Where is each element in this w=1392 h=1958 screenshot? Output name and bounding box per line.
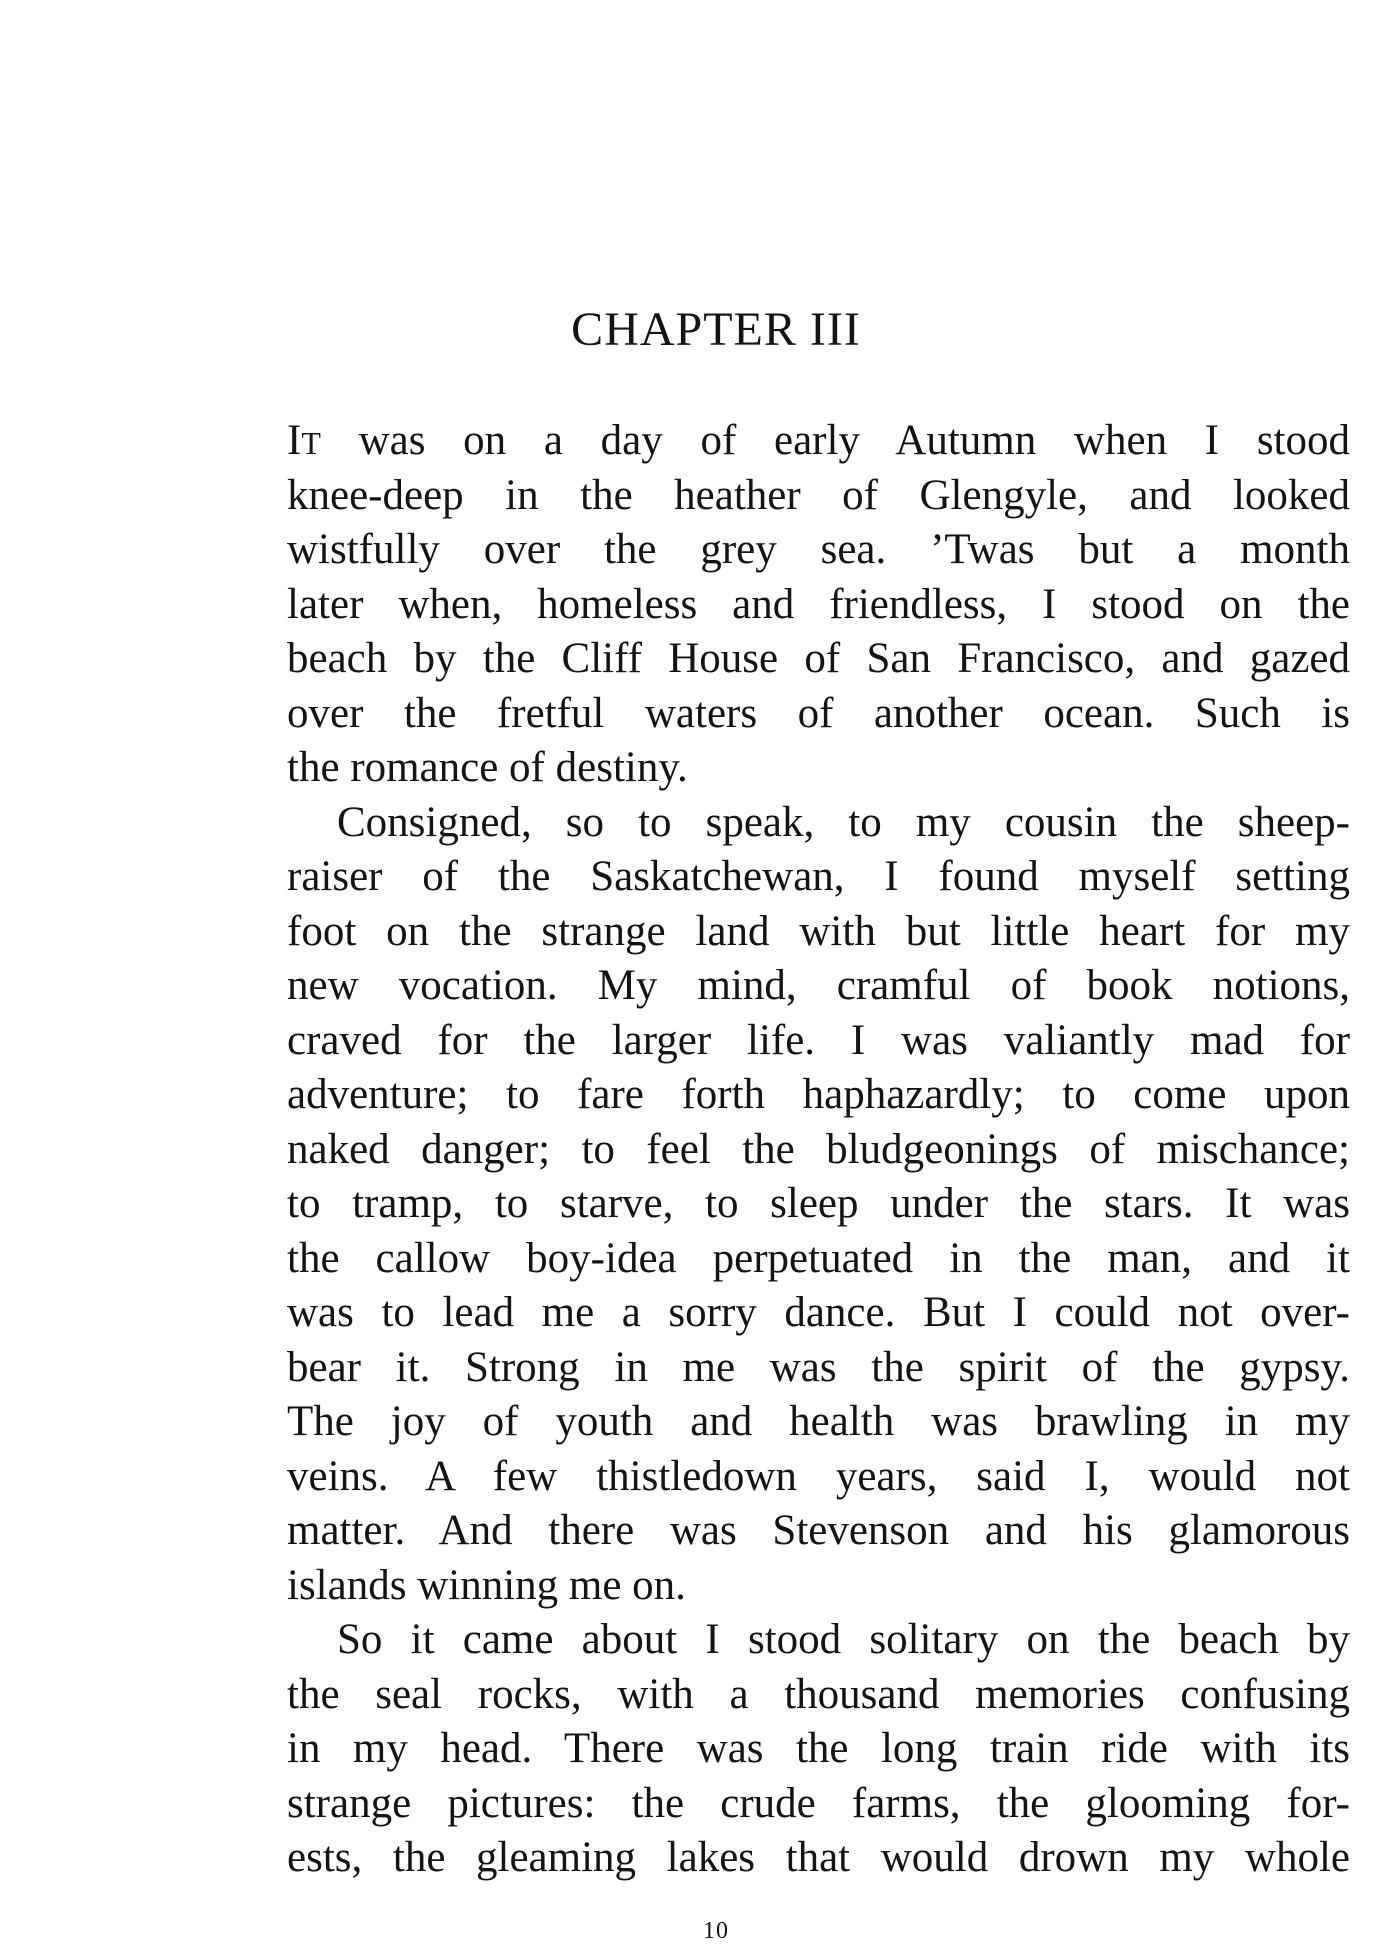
page-number: 10 — [703, 1918, 729, 1944]
text-line: the romance of destiny. — [287, 744, 688, 791]
text-line: craved for the larger life. I was valiantly mad for — [287, 1016, 1350, 1064]
text-line: matter. And there was Stevenson and his glamorous — [287, 1507, 1350, 1554]
text-line: wistfully over the grey sea. ’Twas but a month — [287, 526, 1350, 573]
text-line: The joy of youth and health was brawling in my — [287, 1398, 1350, 1445]
text-line: knee-deep in the heather of Glengyle, and looked — [287, 471, 1350, 519]
text-line — [287, 414, 1350, 469]
text-line: to tramp, to starve, to sleep under the stars. It was — [287, 1180, 1350, 1227]
chapter-body — [287, 414, 1350, 1886]
text-line: raiser of the Saskatchewan, I found myself setting — [287, 853, 1350, 900]
text-line: foot on the strange land with but little heart for my — [287, 907, 1350, 955]
text-line: naked danger; to feel the bludgeonings of mischance; — [287, 1125, 1350, 1173]
text-line: veins. A few thistledown years, said I, would not — [287, 1452, 1350, 1500]
chapter-title: CHAPTER III — [571, 303, 861, 356]
text-line: ests, the gleaming lakes that would drown my whole — [287, 1834, 1350, 1881]
text-line: bear it. Strong in me was the spirit of the gypsy. — [287, 1343, 1350, 1391]
text-line: So it came about I stood solitary on the beach by — [337, 1616, 1350, 1663]
text-line: islands winning me on. — [287, 1561, 686, 1609]
opening-small-capital: T — [301, 425, 321, 461]
text-line: later when, homeless and friendless, I stood on the — [287, 580, 1350, 628]
paragraph-2 — [287, 796, 1350, 1614]
text-line: beach by the Cliff House of San Francisco, and gazed — [287, 635, 1350, 682]
text-line: new vocation. My mind, cramful of book notions, — [287, 962, 1350, 1009]
text-line: Consigned, so to speak, to my cousin the sheep- — [337, 798, 1350, 846]
paragraph-1 — [287, 414, 1350, 796]
opening-capital: I — [287, 417, 302, 464]
text-line: strange pictures: the crude farms, the glooming for- — [287, 1779, 1350, 1827]
text-line: the callow boy-idea perpetuated in the man, and it — [287, 1234, 1350, 1282]
text-line: the seal rocks, with a thousand memories confusing — [287, 1670, 1350, 1718]
text-line: in my head. There was the long train ride with its — [287, 1725, 1350, 1772]
text-line: was to lead me a sorry dance. But I could not over- — [287, 1289, 1350, 1336]
paragraph-3 — [287, 1613, 1350, 1886]
text-line: over the fretful waters of another ocean. Such is — [287, 689, 1350, 737]
text-line: adventure; to fare forth haphazardly; to come upon — [287, 1071, 1350, 1118]
line-text: was on a day of early Autumn when I stood — [320, 417, 1350, 464]
